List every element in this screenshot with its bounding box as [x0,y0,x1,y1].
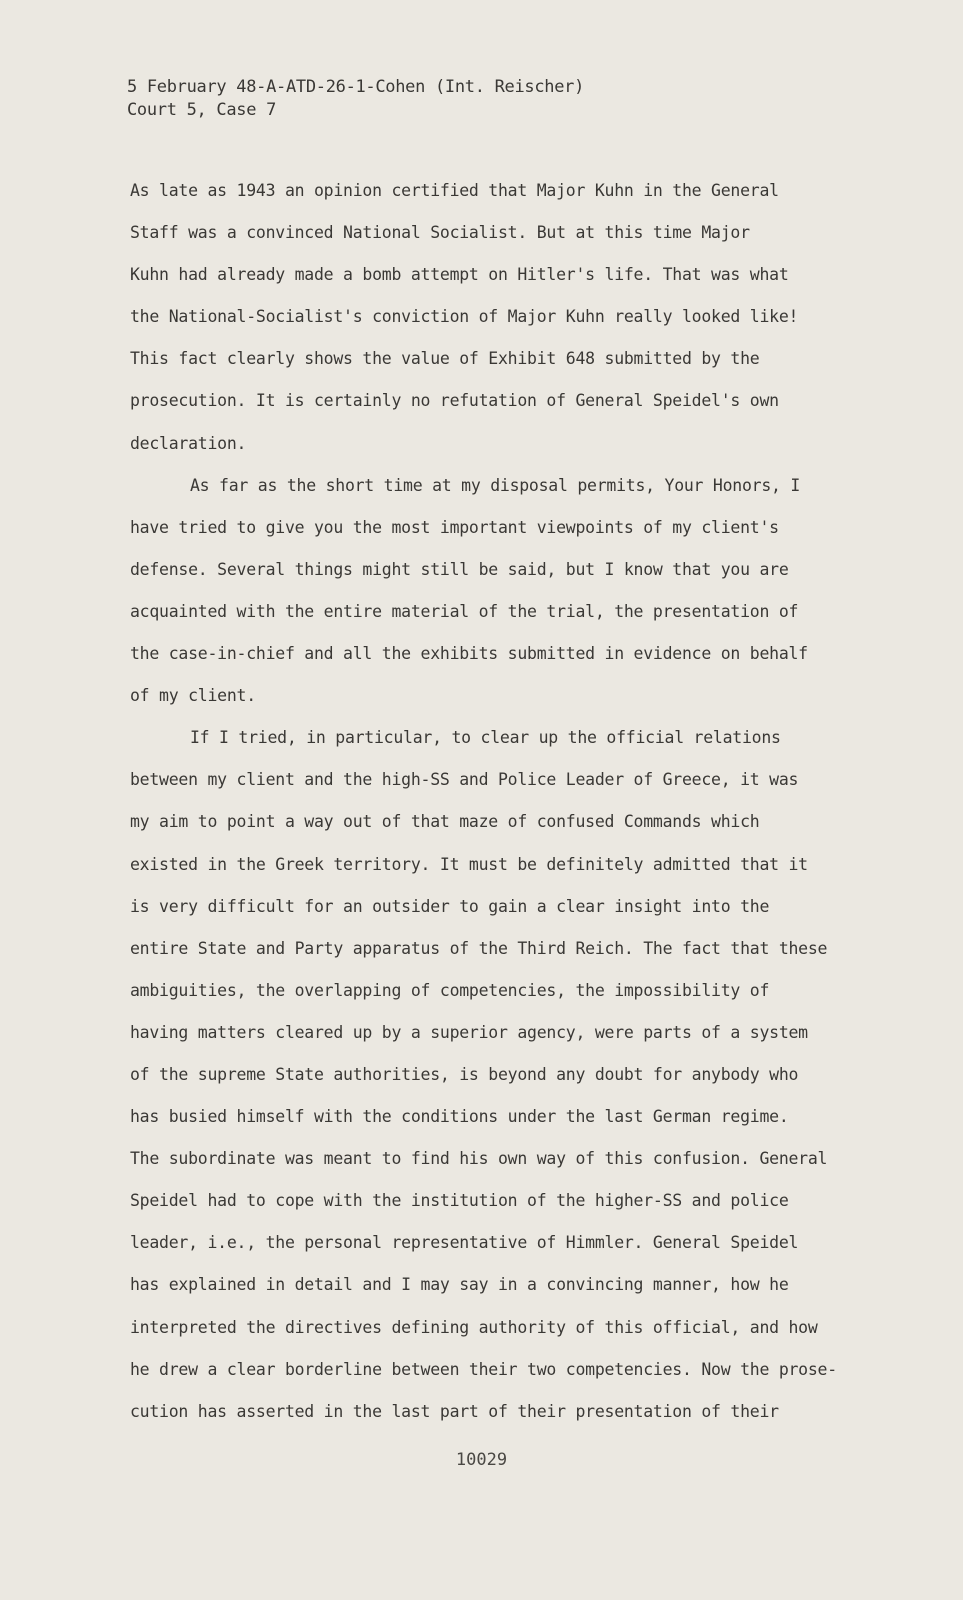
page-number: 10029 [455,1450,508,1470]
text-line: Staff was a convinced National Socialist. But at this time Major [130,223,750,243]
text-line: existed in the Greek territory. It must be definitely admitted that it [130,854,808,874]
document-body [130,180,890,1443]
text-line: prosecution. It is certainly no refutation of General Speidel's own [130,391,779,411]
text-line: having matters cleared up by a superior agency, were parts of a system [130,1022,808,1042]
text-line: leader, i.e., the personal representative of Himmler. General Speidel [130,1233,799,1253]
text-line: Speidel had to cope with the institution of the higher-SS and police [130,1191,789,1211]
text-line: Kuhn had already made a bomb attempt on Hitler's life. That was what [130,265,789,285]
text-line: acquainted with the entire material of the trial, the presentation of [130,601,799,621]
text-line: of my client. [130,686,256,706]
text-line: between my client and the high-SS and Police Leader of Greece, it was [130,770,799,790]
text-line: has busied himself with the conditions under the last German regime. [130,1107,789,1127]
text-line: of the supreme State authorities, is beyond any doubt for anybody who [130,1064,799,1084]
text-line: defense. Several things might still be said, but I know that you are [130,559,789,579]
text-line: have tried to give you the most important viewpoints of my client's [130,517,779,537]
text-line: This fact clearly shows the value of Exhibit 648 submitted by the [130,349,760,369]
text-line: entire State and Party apparatus of the Third Reich. The fact that these [130,938,828,958]
text-line: declaration. [130,433,247,453]
text-line: he drew a clear borderline between their two competencies. Now the prose- [130,1359,837,1379]
text-line: my aim to point a way out of that maze of confused Commands which [130,812,760,832]
header-case-reference: 5 February 48-A-ATD-26-1-Cohen (Int. Reischer) [127,77,585,97]
text-line: the case-in-chief and all the exhibits submitted in evidence on behalf [130,644,808,664]
text-line: As late as 1943 an opinion certified that Major Kuhn in the General [130,181,779,200]
text-line: has explained in detail and I may say in a convincing manner, how he [130,1275,789,1295]
text-line: cution has asserted in the last part of their presentation of their [130,1401,779,1421]
text-line: The subordinate was meant to find his own way of this confusion. General [130,1149,828,1169]
text-line: interpreted the directives defining authority of this official, and how [130,1317,818,1337]
paragraph-first-line: As far as the short time at my disposal permits, Your Honors, I [190,475,801,495]
header-court-case: Court 5, Case 7 [127,100,277,120]
paragraph-first-line: If I tried, in particular, to clear up the official relations [190,728,781,748]
text-line: is very difficult for an outsider to gain a clear insight into the [130,896,770,916]
text-line: ambiguities, the overlapping of competencies, the impossibility of [130,980,770,1000]
document-header [127,76,584,122]
text-line: the National-Socialist's conviction of Major Kuhn really looked like! [130,307,799,327]
